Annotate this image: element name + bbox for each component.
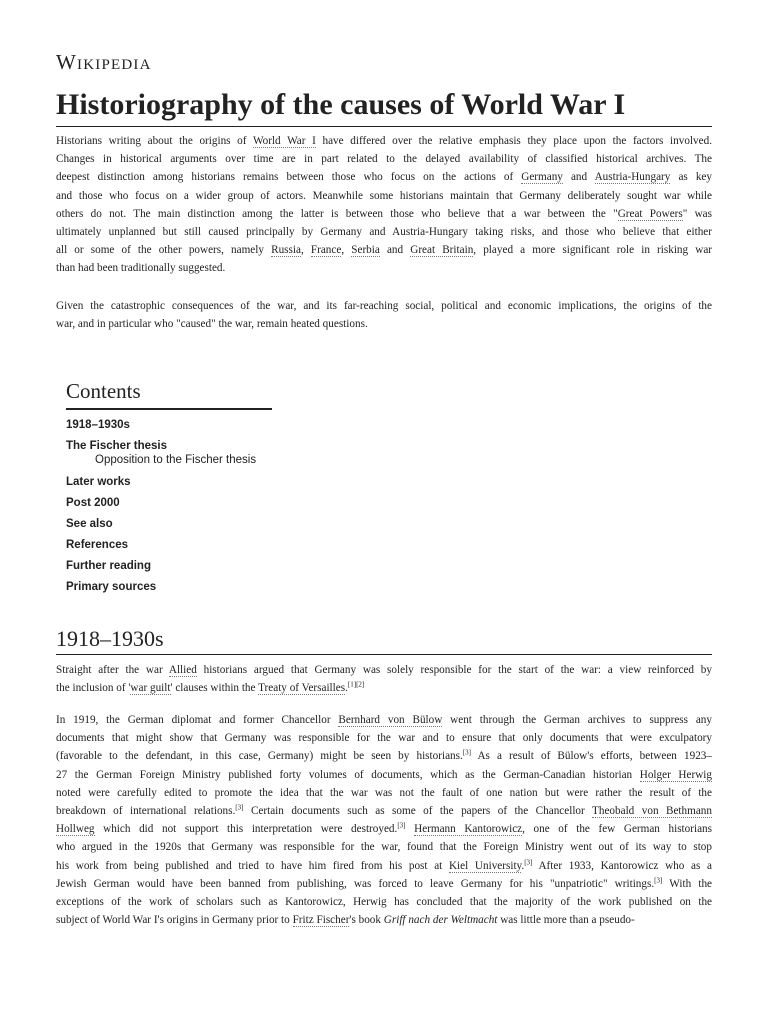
article-link[interactable]: Theobald von Bethmann	[592, 805, 712, 818]
article-link[interactable]: Russia	[271, 244, 301, 257]
text-line	[56, 205, 712, 223]
text-run: have differed over the relative emphasis they place upon the factors involved.	[315, 135, 712, 147]
toc-subitem[interactable]: Opposition to the Fischer thesis	[95, 454, 257, 466]
text-run: Historians writing about the origins of	[56, 135, 253, 147]
text-line	[56, 259, 712, 277]
article-link[interactable]: Serbia	[351, 244, 380, 257]
italic-title: Griff nach der Weltmacht	[383, 914, 498, 927]
article-link[interactable]: Allied	[168, 664, 197, 676]
text-line	[56, 857, 712, 875]
text-run	[406, 823, 415, 835]
text-line	[56, 838, 712, 856]
toc-item[interactable]: The Fischer thesis	[66, 440, 167, 452]
text-line	[56, 315, 712, 333]
article-link[interactable]: France	[310, 244, 342, 257]
text-line	[56, 802, 712, 820]
text-run: his work from being published and tried to have him fired from his post at	[56, 859, 449, 872]
text-run: ultimately unplanned but still caused principally by Germany and Austria-Hungary taking risks, and those who believe that either	[56, 226, 712, 239]
text-line	[56, 168, 712, 186]
article-link[interactable]: Treaty of Versailles	[258, 682, 346, 695]
text-line	[56, 875, 712, 893]
article-link[interactable]: Kiel University	[448, 859, 522, 872]
article-link[interactable]: Bernhard von Bülow	[338, 714, 443, 726]
table-of-contents	[66, 378, 272, 598]
intro-paragraph-2	[56, 297, 712, 333]
toc-item[interactable]: Post 2000	[66, 497, 120, 509]
text-line	[56, 893, 712, 911]
text-run: ,	[300, 244, 311, 257]
article-link[interactable]: Holger Herwig	[639, 768, 712, 781]
text-run: Given the catastrophic consequences of the war, and its far-reaching social, political and economic implications, the origins of the	[56, 300, 712, 312]
citation-link[interactable]: [3]	[462, 748, 471, 757]
toc-item[interactable]: References	[66, 539, 129, 551]
page-title: Historiography of the causes of World War I	[56, 86, 712, 127]
text-line	[56, 241, 712, 259]
text-run: , played a more significant role in risking war	[473, 244, 713, 257]
text-line	[56, 820, 712, 838]
text-run: As a result of Bülow's efforts, between 1923–	[470, 750, 712, 763]
text-run: " was	[682, 207, 712, 220]
text-run: ,	[341, 244, 352, 257]
text-line	[56, 150, 712, 168]
text-run: subject of World War I's origins in Germany prior to	[56, 914, 293, 927]
article-link[interactable]: Hermann Kantorowicz	[414, 823, 523, 836]
text-run: others do not. The main distinction among the latter is between those who believe that a war between the "	[56, 207, 618, 220]
text-run: and those who focus on a wider group of actors. Meanwhile some historians maintain that Germany deliberately sought war while	[56, 189, 712, 202]
citation-link[interactable]: [1]	[347, 680, 357, 689]
text-line	[56, 711, 712, 729]
text-run: Certain documents such as some of the papers of the Chancellor	[243, 805, 593, 818]
text-line	[56, 729, 712, 747]
text-run: the inclusion of '	[56, 682, 131, 695]
text-run: 27 the German Foreign Ministry published forty volumes of documents, which as the German-Canadian historian	[56, 768, 640, 781]
text-line	[56, 911, 712, 929]
citation-link[interactable]: [2]	[356, 680, 365, 689]
text-run: all or some of the other powers, namely	[56, 244, 272, 257]
wikipedia-logo[interactable]: Wikipedia	[56, 50, 152, 74]
article-link[interactable]: World War I	[252, 135, 316, 147]
text-run: , one of the few German historians	[522, 823, 713, 836]
citation-link[interactable]: [3]	[524, 857, 533, 866]
toc-item[interactable]: Later works	[66, 476, 131, 488]
text-run: Straight after the war	[56, 664, 169, 676]
text-run: exceptions of the work of scholars such as Kantorowicz, Herwig has concluded that the majority of the work published on the	[56, 896, 712, 909]
text-run: After 1933, Kantorowicz who as a	[532, 859, 712, 872]
text-line	[56, 766, 712, 784]
text-line	[56, 187, 712, 205]
article-link[interactable]: Austria-Hungary	[594, 171, 671, 184]
text-run: 's book	[349, 914, 384, 927]
section1-paragraph-1	[56, 661, 712, 697]
text-run: as key	[670, 171, 712, 184]
text-run: documents that might show that Germany was responsible for the war and to ensure that only documents that were exculpatory	[56, 732, 712, 745]
article-link[interactable]: war guilt	[130, 682, 171, 695]
toc-title: Contents	[66, 378, 272, 410]
text-run: .	[521, 859, 525, 872]
text-line	[56, 223, 712, 241]
text-run: noted were carefully edited to promote the idea that the war was not the fault of one nation but were rather the result of the	[56, 786, 712, 799]
text-run: breakdown of international relations.	[56, 805, 236, 818]
text-line	[56, 661, 712, 679]
intro-paragraph-1	[56, 132, 712, 278]
citation-link[interactable]: [3]	[235, 803, 244, 812]
text-run: Jewish German would have been banned from publishing, was forced to leave Germany for his "unpatriotic" writings.	[56, 877, 655, 890]
toc-item[interactable]: Primary sources	[66, 581, 157, 593]
text-run: and	[379, 244, 411, 257]
section1-paragraph-2	[56, 711, 712, 929]
text-run: In 1919, the German diplomat and former Chancellor	[56, 714, 339, 726]
text-run: and	[562, 171, 595, 184]
text-run: war, and in particular who "caused" the war, remain heated questions.	[56, 318, 368, 331]
text-line	[56, 297, 712, 315]
text-run: which did not support this interpretation were destroyed.	[94, 823, 398, 836]
text-run: went through the German archives to suppress any	[442, 714, 712, 726]
citation-link[interactable]: [3]	[397, 821, 406, 830]
text-run: was little more than a pseudo-	[497, 914, 635, 927]
text-run: ' clauses within the	[170, 682, 259, 695]
text-line	[56, 747, 712, 765]
citation-link[interactable]: [3]	[654, 876, 663, 885]
article-link[interactable]: Germany	[521, 171, 563, 184]
text-run: (favorable to the defendant, in this case, Germany) might be seen by historians.	[56, 750, 463, 763]
text-line	[56, 784, 712, 802]
article-link[interactable]: Fritz Fischer	[292, 914, 350, 927]
text-run: Changes in historical arguments over time are in part related to the delayed availability of classified historical archives. The	[56, 153, 712, 166]
toc-item[interactable]: See also	[66, 518, 113, 530]
text-run: than had been traditionally suggested.	[56, 262, 226, 275]
text-run: who argued in the 1920s that Germany was responsible for the war, found that the Foreign Ministry went out of its way to stop	[56, 841, 712, 854]
section-heading-1918-1930s: 1918–1930s	[56, 624, 712, 655]
text-run: deepest distinction among historians remains between those who focus on the actions of	[56, 171, 522, 184]
article-link[interactable]: Great Powers	[617, 207, 683, 220]
text-run: historians argued that Germany was solely responsible for the start of the war: a view reinforced by	[196, 664, 712, 676]
article-link[interactable]: Hollweg	[56, 823, 95, 836]
toc-item[interactable]: Further reading	[66, 560, 151, 572]
text-line	[56, 679, 712, 697]
toc-item[interactable]: 1918–1930s	[66, 419, 130, 431]
text-line	[56, 132, 712, 150]
toc-list	[66, 415, 272, 598]
article-link[interactable]: Great Britain	[410, 244, 474, 257]
text-run: With the	[662, 877, 713, 890]
text-run: .	[345, 682, 348, 695]
